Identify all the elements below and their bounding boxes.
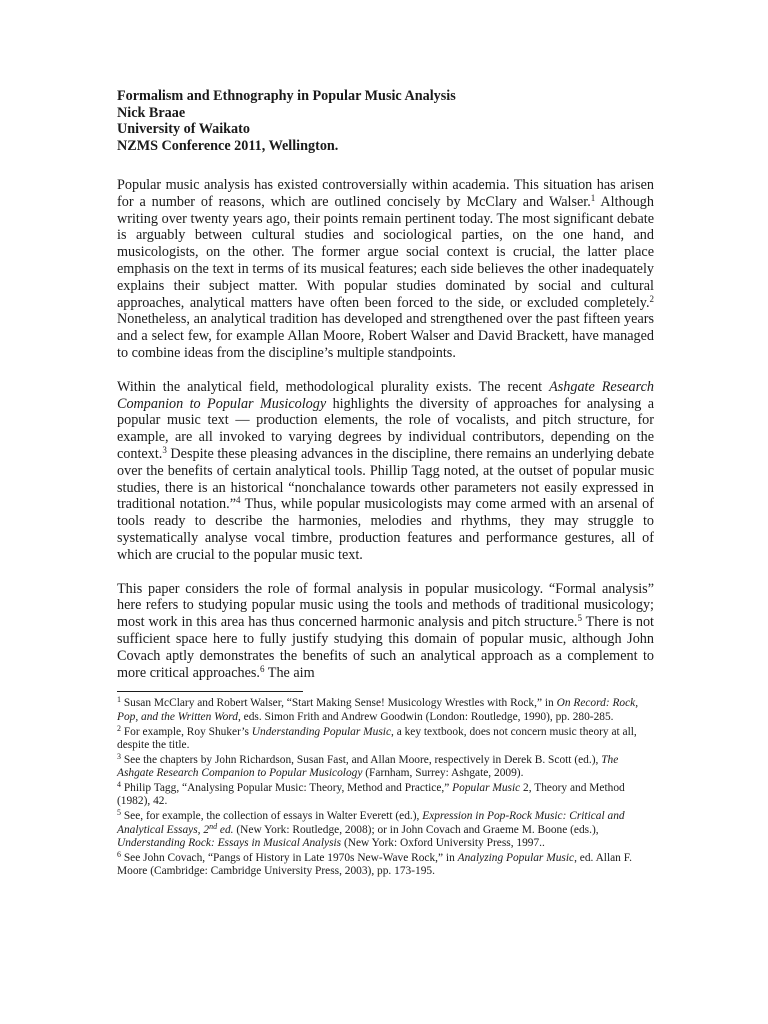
footnote-ref-4[interactable]: 4 <box>236 495 241 506</box>
footnote-number: 4 <box>117 779 121 789</box>
text-run: , ed. Allan F. Moore (Cambridge: Cambridge University Press, 2003), pp. 173-195. <box>117 851 632 878</box>
author-name: Nick Braae <box>117 104 186 121</box>
book-title: Ashgate Research Companion to Popular Musicology <box>117 378 654 412</box>
footnote-ref-2[interactable]: 2 <box>649 293 654 304</box>
paper-title: Formalism and Ethnography in Popular Music Analysis <box>117 88 456 104</box>
footnote-2 <box>117 723 654 753</box>
text-run: 2, Theory and Method (1982), 42. <box>117 781 625 808</box>
text-run: Philip Tagg, “Analysing Popular Music: Theory, Method and Practice,” <box>121 781 453 794</box>
footnote-ref-5[interactable]: 5 <box>577 613 582 624</box>
paragraph-2 <box>117 379 654 564</box>
text-run: (New York: Routledge, 2008); or in John Covach and Graeme M. Boone (eds.), <box>233 823 599 836</box>
text-run: Nonetheless, an analytical tradition has developed and strengthened over the past fifteen years and a select few, for example Allan Moore, Robert Walser and David Brackett, have managed to combine ideas from the discipline’s multiple standpoints. <box>117 311 654 361</box>
italic-title: Understanding Rock: Essays in Musical Analysis <box>117 837 342 850</box>
text-run: Thus, while popular musicologists may come armed with an arsenal of tools ready to describe the harmonies, melodies and rhythms, they may struggle to systematically analyse vocal timbre, production features and performance gestures, all of which are crucial to the popular music text. <box>117 496 655 563</box>
text-run: See John Covach, “Pangs of History in Late 1970s New-Wave Rock,” in <box>121 851 458 864</box>
text-run: Popular music analysis has existed controversially within academia. This situation has arisen for a number of reasons, which are outlined concisely by McClary and Walser. <box>117 177 654 210</box>
affiliation: University of Waikato <box>117 121 250 137</box>
footnotes <box>117 697 654 879</box>
footnote-ref-1[interactable]: 1 <box>590 192 596 203</box>
ordinal-suffix: nd <box>209 821 218 831</box>
text-run: Although writing over twenty years ago, their points remain pertinent today. The most significant debate is arguably between cultural studies and sociological parties, on the one hand, and musicologists, on the other. The former argue social context is crucial, the latter place emphasis on the text in terms of its musical features; each side believes the other inadequately explains their subject matter. With popular studies dominated by social and cultural approaches, analytical matters have often been forced to the side, or excluded completely. <box>117 193 654 311</box>
text-run: Despite these pleasing advances in the discipline, there remains an underlying debate over the benefits of certain analytical tools. Phillip Tagg noted, at the outset of popular music studies, there is an historical “nonchalance towards other parameters not easily expressed in traditional notation.” <box>117 445 654 513</box>
document-page <box>117 88 654 880</box>
paper-header <box>117 88 654 154</box>
text-run: (New York: Oxford University Press, 1997.. <box>341 837 545 850</box>
footnote-number: 2 <box>117 723 121 733</box>
italic-title: Popular Music <box>452 781 521 794</box>
text-run: For example, Roy Shuker’s <box>121 725 252 738</box>
text-run: See, for example, the collection of essays in Walter Everett (ed.), <box>121 810 423 823</box>
footnote-6 <box>117 849 654 879</box>
text-run: Expression in Pop-Rock Music: Critical and Analytical Essays, 2 <box>117 810 625 836</box>
italic-title: Understanding Popular Music <box>251 725 391 738</box>
text-run: ed. <box>217 823 234 836</box>
text-run: , eds. Simon Frith and Andrew Goodwin (London: Routledge, 1990), pp. 280-285. <box>237 710 614 723</box>
italic-title: On Record: Rock, Pop, and the Written Word <box>117 697 639 723</box>
text-run: See the chapters by John Richardson, Susan Fast, and Allan Moore, respectively in Derek B. Scott (ed.), <box>121 753 602 766</box>
footnote-ref-3[interactable]: 3 <box>162 444 167 455</box>
text-run: The aim <box>264 664 315 681</box>
text-run: There is not sufficient space here to fully justify studying this domain of popular music, although John Covach aptly demonstrates the benefits of such an analytical approach as a complement to more critical approaches. <box>117 614 654 681</box>
text-run: , a key textbook, does not concern music theory at all, despite the title. <box>117 725 637 752</box>
text-run: This paper considers the role of formal analysis in popular musicology. “Formal analysis” here refers to studying popular music using the tools and methods of traditional musicology; most work in this area has thus concerned harmonic analysis and pitch structure. <box>117 580 654 631</box>
footnote-number: 1 <box>117 695 121 705</box>
paragraph-3 <box>117 581 654 682</box>
text-run: Within the analytical field, methodological plurality exists. The recent <box>117 378 550 395</box>
footnote-number: 6 <box>117 849 121 859</box>
text-run: highlights the diversity of approaches for analysing a popular music text — production elements, the role of vocalists, and pitch structure, for example, are all invoked to varying degrees by individual contributors, depending on the context. <box>117 395 654 462</box>
footnote-1 <box>117 697 654 724</box>
conference-info: NZMS Conference 2011, Wellington. <box>117 137 339 154</box>
text-run: (Farnham, Surrey: Ashgate, 2009). <box>362 767 524 780</box>
body-text <box>117 177 654 681</box>
footnote-ref-6[interactable]: 6 <box>259 663 265 674</box>
italic-title: Analyzing Popular Music <box>457 851 575 864</box>
footnote-4 <box>117 779 654 809</box>
footnote-divider <box>117 691 303 692</box>
text-run: Susan McClary and Robert Walser, “Start Making Sense! Musicology Wrestles with Rock,” in <box>121 697 557 710</box>
footnote-number: 3 <box>117 751 121 761</box>
footnote-3 <box>117 751 654 781</box>
footnote-5 <box>117 810 654 851</box>
paragraph-1 <box>117 177 654 362</box>
footnote-number: 5 <box>117 808 121 818</box>
italic-title: The Ashgate Research Companion to Popular Musicology <box>117 753 619 780</box>
